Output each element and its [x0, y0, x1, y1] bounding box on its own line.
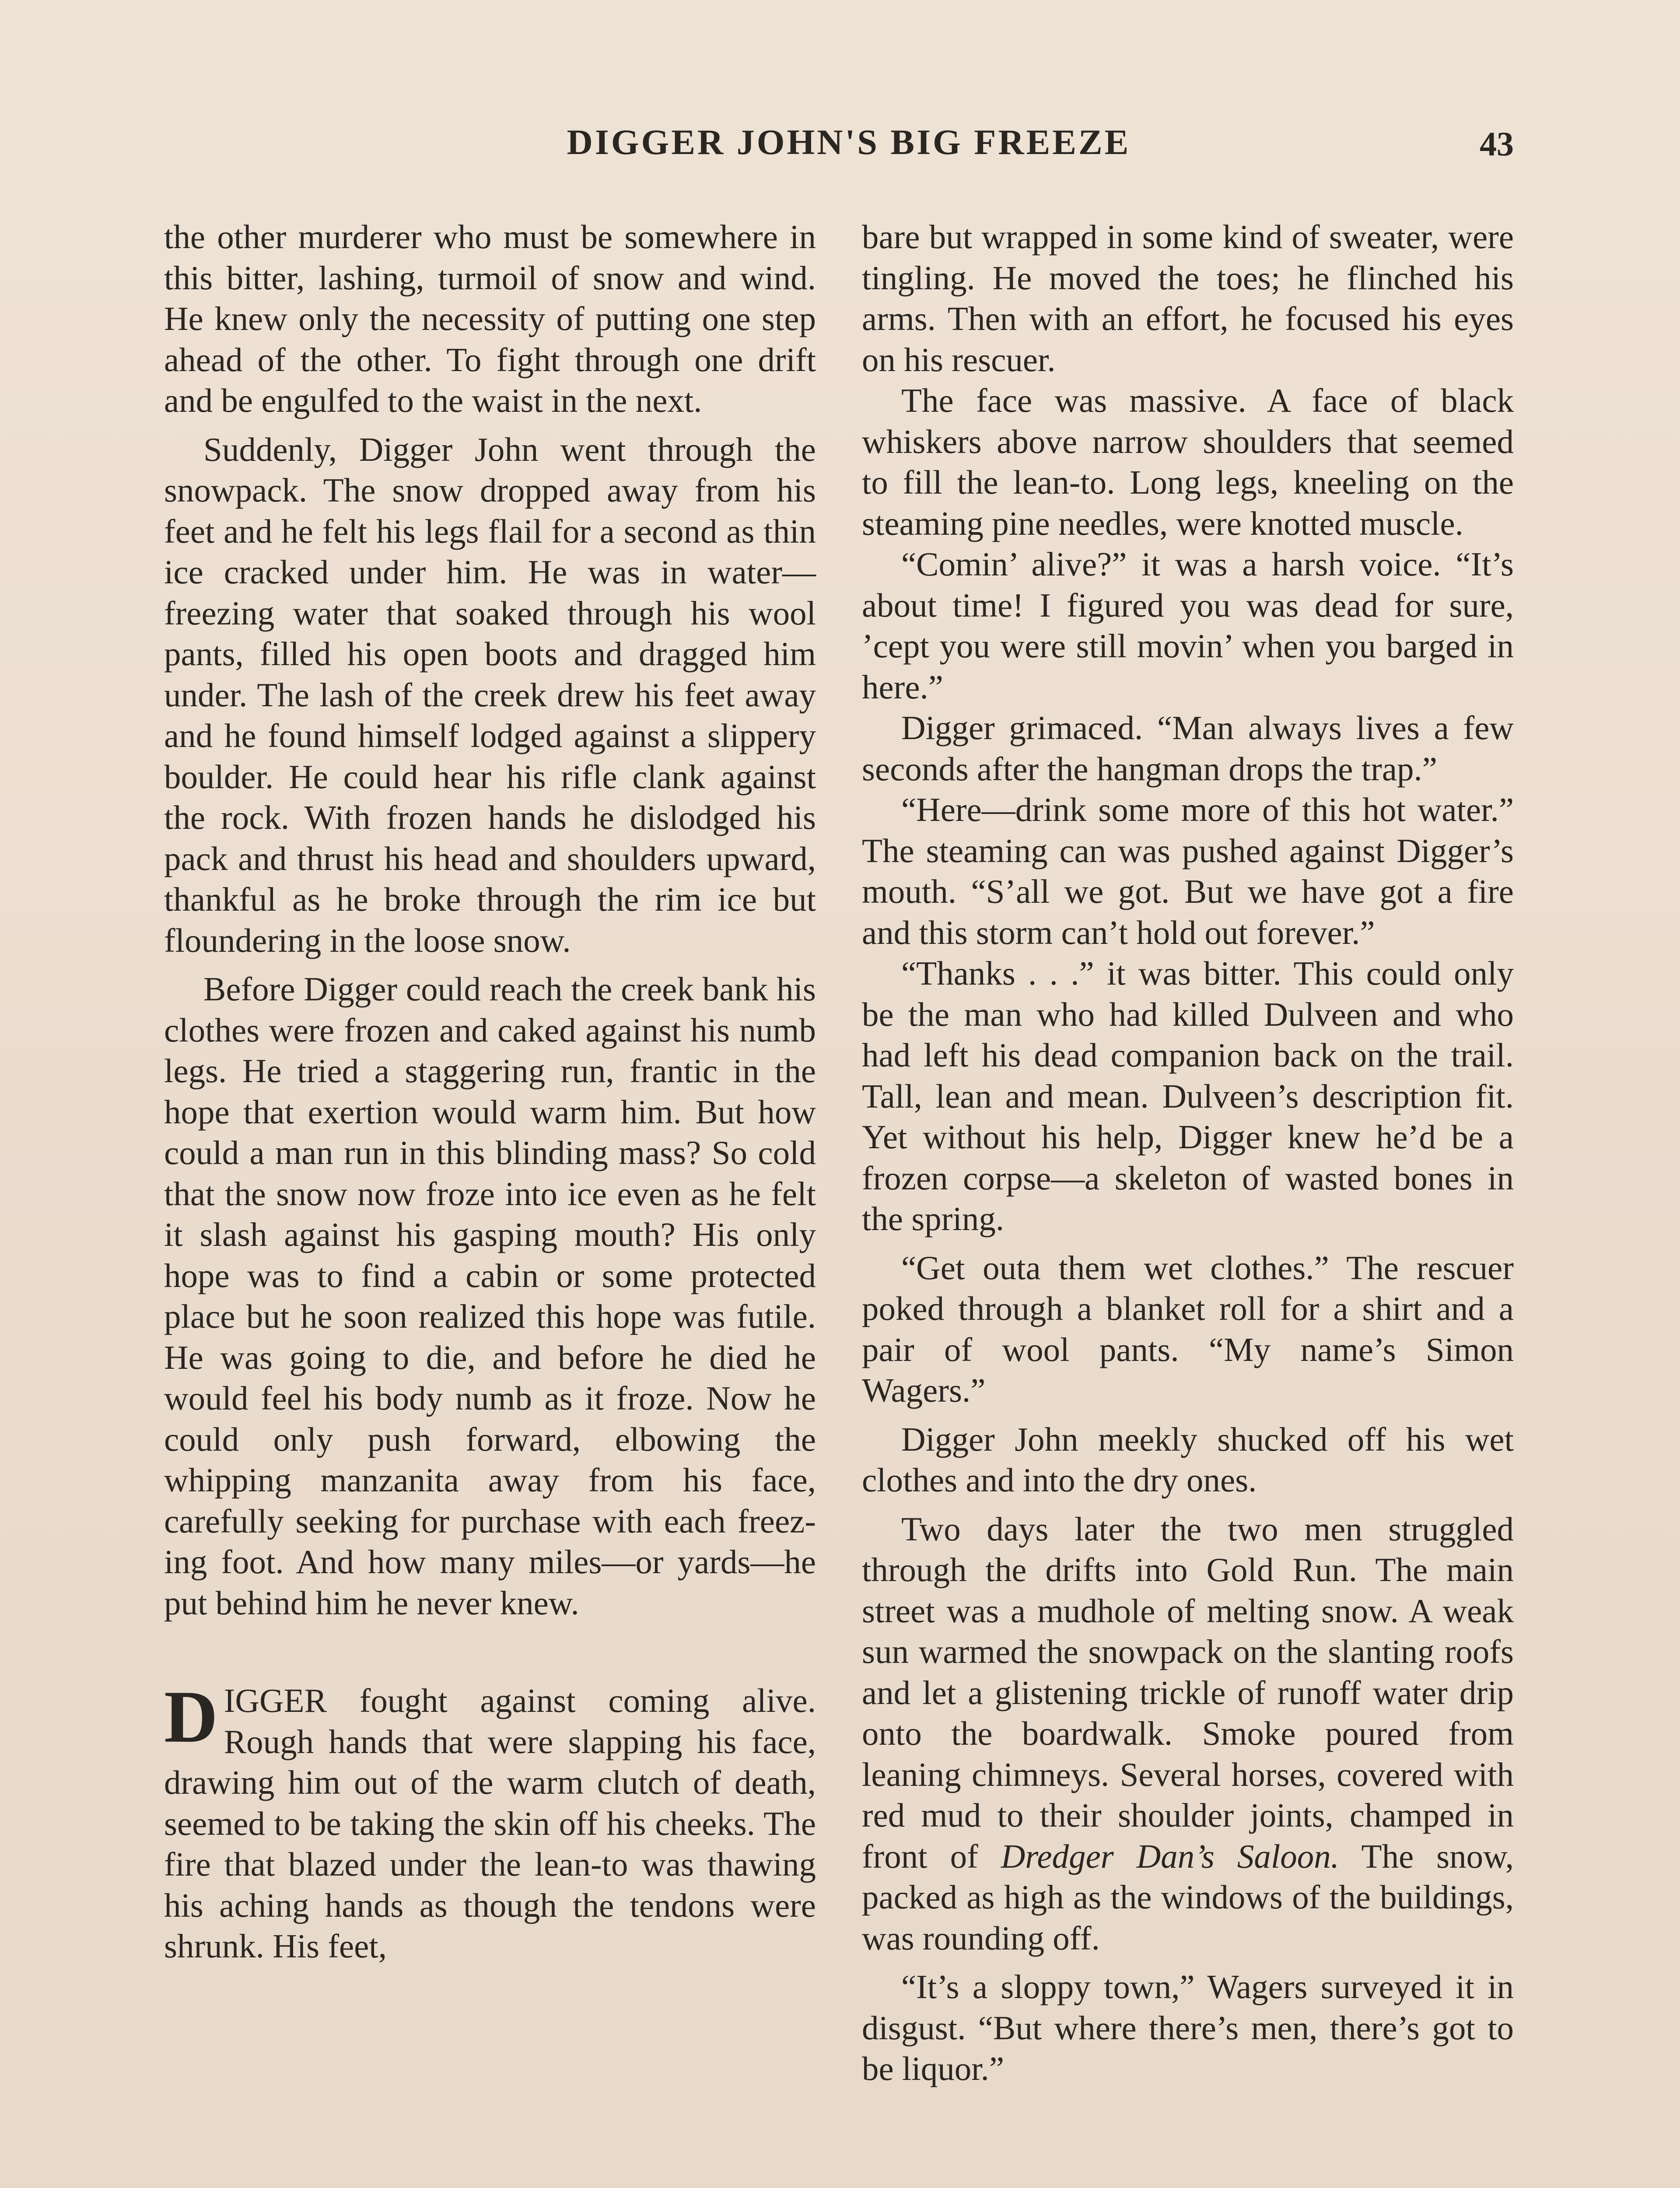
paragraph-text: IGGER fought against coming alive. Rough hands that were slapping his face, drawing him out of the warm clutch of death, seemed to be taking the skin off his cheeks. The fire that blazed under the lean-to was thawing his aching hands as though the tendons were shrunk. His feet,: [164, 1682, 816, 1965]
right-column: [862, 217, 1514, 2090]
paragraph: “It’s a sloppy town,” Wagers surveyed it in disgust. “But where there’s men, there’s got to be liquor.”: [862, 1968, 1514, 2087]
paragraph-text: Two days later the two men struggled through the drifts into Gold Run. The main street was a mudhole of melting snow. A weak sun warmed the snowpack on the slanting roofs and let a glistening trickle of runoff water drip onto the boardwalk. Smoke poured from leaning chimneys. Several horses, covered with red mud to their shoulder joints, champed in front of: [862, 1510, 1514, 1875]
saloon-name: Dredger Dan’s Saloon.: [1001, 1837, 1340, 1875]
paragraph-text: The snow, packed as high as the windows of the buildings, was rounding off.: [862, 1837, 1514, 1957]
paragraph: Before Digger could reach the creek bank his clothes were frozen and caked against his numb legs. He tried a staggering run, frantic in the hope that exertion would warm him. But how could a man run in this blinding mass? So cold that the snow now froze into ice even as he felt it slash against his gasping mouth? His only hope was to find a cabin or some protected place but he soon realized this hope was futile. He was going to die, and before he died he would feel his body numb as it froze. Now he could only push forward, elbowing the whipping manzanita away from his face, carefully seeking for purchase with each freezing foot. And how many miles—or yards—he put behind him he never knew.: [164, 970, 816, 1622]
paragraph: the other murderer who must be somewhere in this bitter, lashing, turmoil of snow and wind. He knew only the necessity of putting one step ahead of the other. To fight through one drift and be engulfed to the waist in the next.: [164, 218, 816, 419]
paragraph: Digger John meekly shucked off his wet clothes and into the dry ones.: [862, 1420, 1514, 1499]
paragraph: “Here—drink some more of this hot water.” The steaming can was pushed against Digger’s mouth. “S’all we got. But we have got a fire and this storm can’t hold out forever.”: [862, 791, 1514, 951]
paragraph: “Get outa them wet clothes.” The rescuer poked through a blanket roll for a shirt and a pair of wool pants. “My name’s Simon Wagers.”: [862, 1248, 1514, 1409]
paragraph: [862, 1509, 1514, 1959]
paragraph: Digger grimaced. “Man always lives a few seconds after the hangman drops the trap.”: [862, 709, 1514, 788]
left-column: [164, 217, 816, 1967]
paragraph: Suddenly, Digger John went through the snowpack. The snow dropped away from his feet and he felt his legs flail for a second as thin ice cracked under him. He was in water—freezing water that soaked through his wool pants, filled his open boots and dragged him under. The lash of the creek drew his feet away and he found himself lodged against a slippery boulder. He could hear his rifle clank against the rock. With frozen hands he dislodged his pack and thrust his head and shoulders upward, thankful as he broke through the rim ice but floundering in the loose snow.: [164, 430, 816, 959]
drop-cap: D: [164, 1676, 218, 1758]
page-title: DIGGER JOHN'S BIG FREEZE: [567, 122, 1131, 162]
section-start-paragraph: [164, 1676, 816, 1967]
paragraph: bare but wrapped in some kind of sweater, were tingling. He moved the toes; he flinched his arms. Then with an effort, he focused his eyes on his rescuer.: [862, 218, 1514, 379]
paragraph: “Comin’ alive?” it was a harsh voice. “It’s about time! I figured you was dead for sure, ’cept you were still movin’ when you barged in here.”: [862, 545, 1514, 706]
paragraph: “Thanks . . .” it was bitter. This could only be the man who had killed Dulveen and who had left his dead companion back on the trail. Tall, lean and mean. Dulveen’s description fit. Yet without his help, Digger knew he’d be a frozen corpse—a skeleton of wasted bones in the spring.: [862, 954, 1514, 1238]
paragraph: The face was massive. A face of black whiskers above narrow shoulders that seemed to fill the lean-to. Long legs, kneeling on the steaming pine needles, were knotted muscle.: [862, 382, 1514, 542]
page-number: 43: [1480, 125, 1514, 163]
